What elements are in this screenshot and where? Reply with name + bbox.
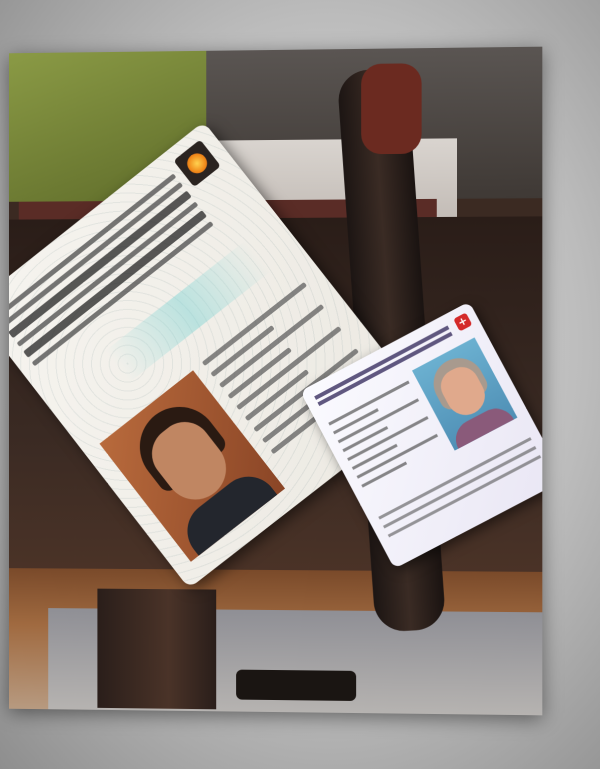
flag-icon: + — [453, 312, 472, 331]
photograph — [9, 47, 542, 716]
stand-block — [97, 589, 216, 710]
leather-strap-top — [361, 63, 421, 154]
stand-foot — [236, 670, 356, 701]
